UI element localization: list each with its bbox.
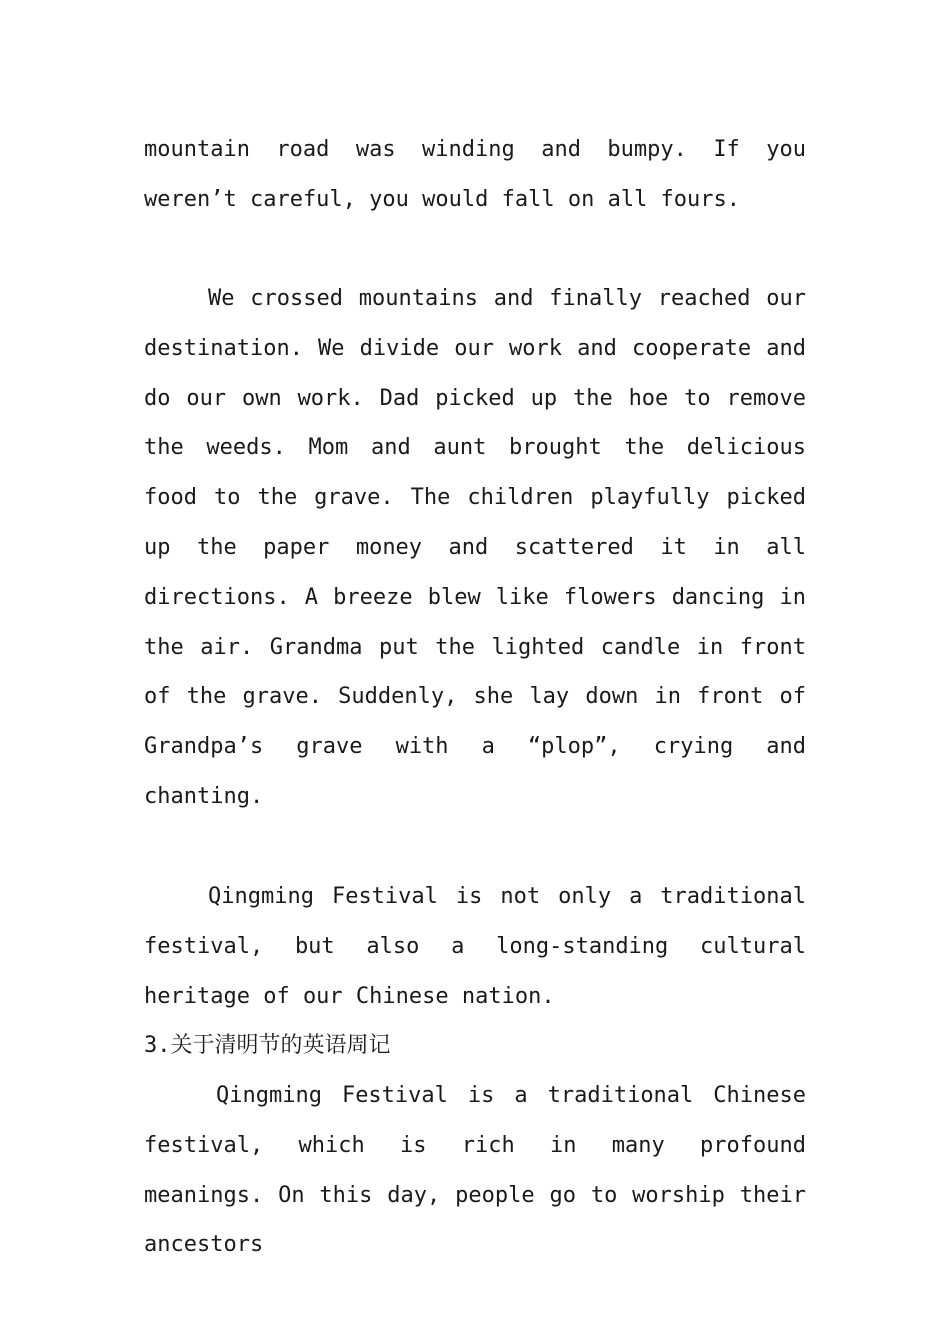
- paragraph-road: mountain road was winding and bumpy. If you weren’t careful, you would fall on all fours.: [144, 137, 806, 212]
- section-heading: 3.关于清明节的英语周记: [144, 1033, 391, 1058]
- paragraph-section-intro: Qingming Festival is a traditional Chinese festival, which is rich in many profound meanings. On this day, people go to worship their ancestors: [144, 1083, 806, 1258]
- paragraph-grave-visit: We crossed mountains and finally reached our destination. We divide our work and cooperate and do our own work. Dad picked up the hoe to remove the weeds. Mom and aunt brought the delicious food to the grave. The children playfully picked up the paper money and scattered it in all directions. A breeze blew like flowers dancing in the air. Grandma put the lighted candle in front of the grave. Suddenly, she lay down in front of Grandpa’s grave with a “plop”, crying and chanting.: [144, 286, 806, 809]
- paragraph-cultural-heritage: Qingming Festival is not only a traditional festival, but also a long-standing cultural heritage of our Chinese nation.: [144, 884, 806, 1009]
